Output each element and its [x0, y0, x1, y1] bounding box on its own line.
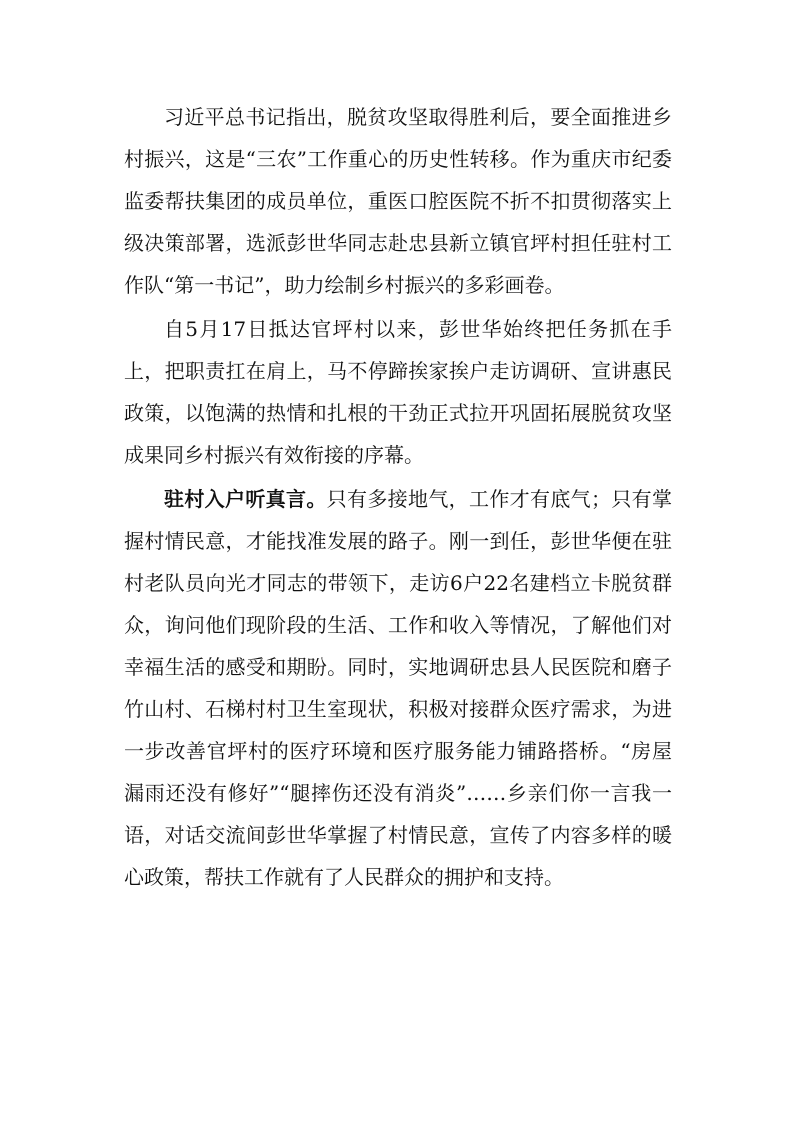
paragraph-3-lead: 驻村入户听真言。: [164, 487, 327, 511]
paragraph-2: [124, 308, 672, 476]
paragraph-1: [124, 96, 672, 306]
paragraph-2-text: 自5月17日抵达官坪村以来，彭世华始终把任务抓在手上，把职责扛在肩上，马不停蹄挨家挨户走访调研、宣讲惠民政策，以饱满的热情和扎根的干劲正式拉开巩固拓展脱贫攻坚成果同乡村振兴有效衔接的序幕。: [124, 317, 672, 467]
paragraph-1-text: 习近平总书记指出，脱贫攻坚取得胜利后，要全面推进乡村振兴，这是“三农”工作重心的历史性转移。作为重庆市纪委监委帮扶集团的成员单位，重医口腔医院不折不扣贯彻落实上级决策部署，选派彭世华同志赴忠县新立镇官坪村担任驻村工作队“第一书记”，助力绘制乡村振兴的多彩画卷。: [124, 105, 672, 297]
paragraph-3-text: 只有多接地气，工作才有底气；只有掌握村情民意，才能找准发展的路子。刚一到任，彭世华便在驻村老队员向光才同志的带领下，走访6户22名建档立卡脱贫群众，询问他们现阶段的生活、工作和收入等情况，了解他们对幸福生活的感受和期盼。同时，实地调研忠县人民医院和磨子竹山村、石梯村村卫生室现状，积极对接群众医疗需求，为进一步改善官坪村的医疗环境和医疗服务能力铺路搭桥。“房屋漏雨还没有修好”“腿摔伤还没有消炎”……乡亲们你一言我一语，对话交流间彭世华掌握了村情民意，宣传了内容多样的暖心政策，帮扶工作就有了人民群众的拥护和支持。: [124, 487, 673, 889]
paragraph-3: [124, 478, 672, 898]
document-body: [124, 96, 672, 898]
